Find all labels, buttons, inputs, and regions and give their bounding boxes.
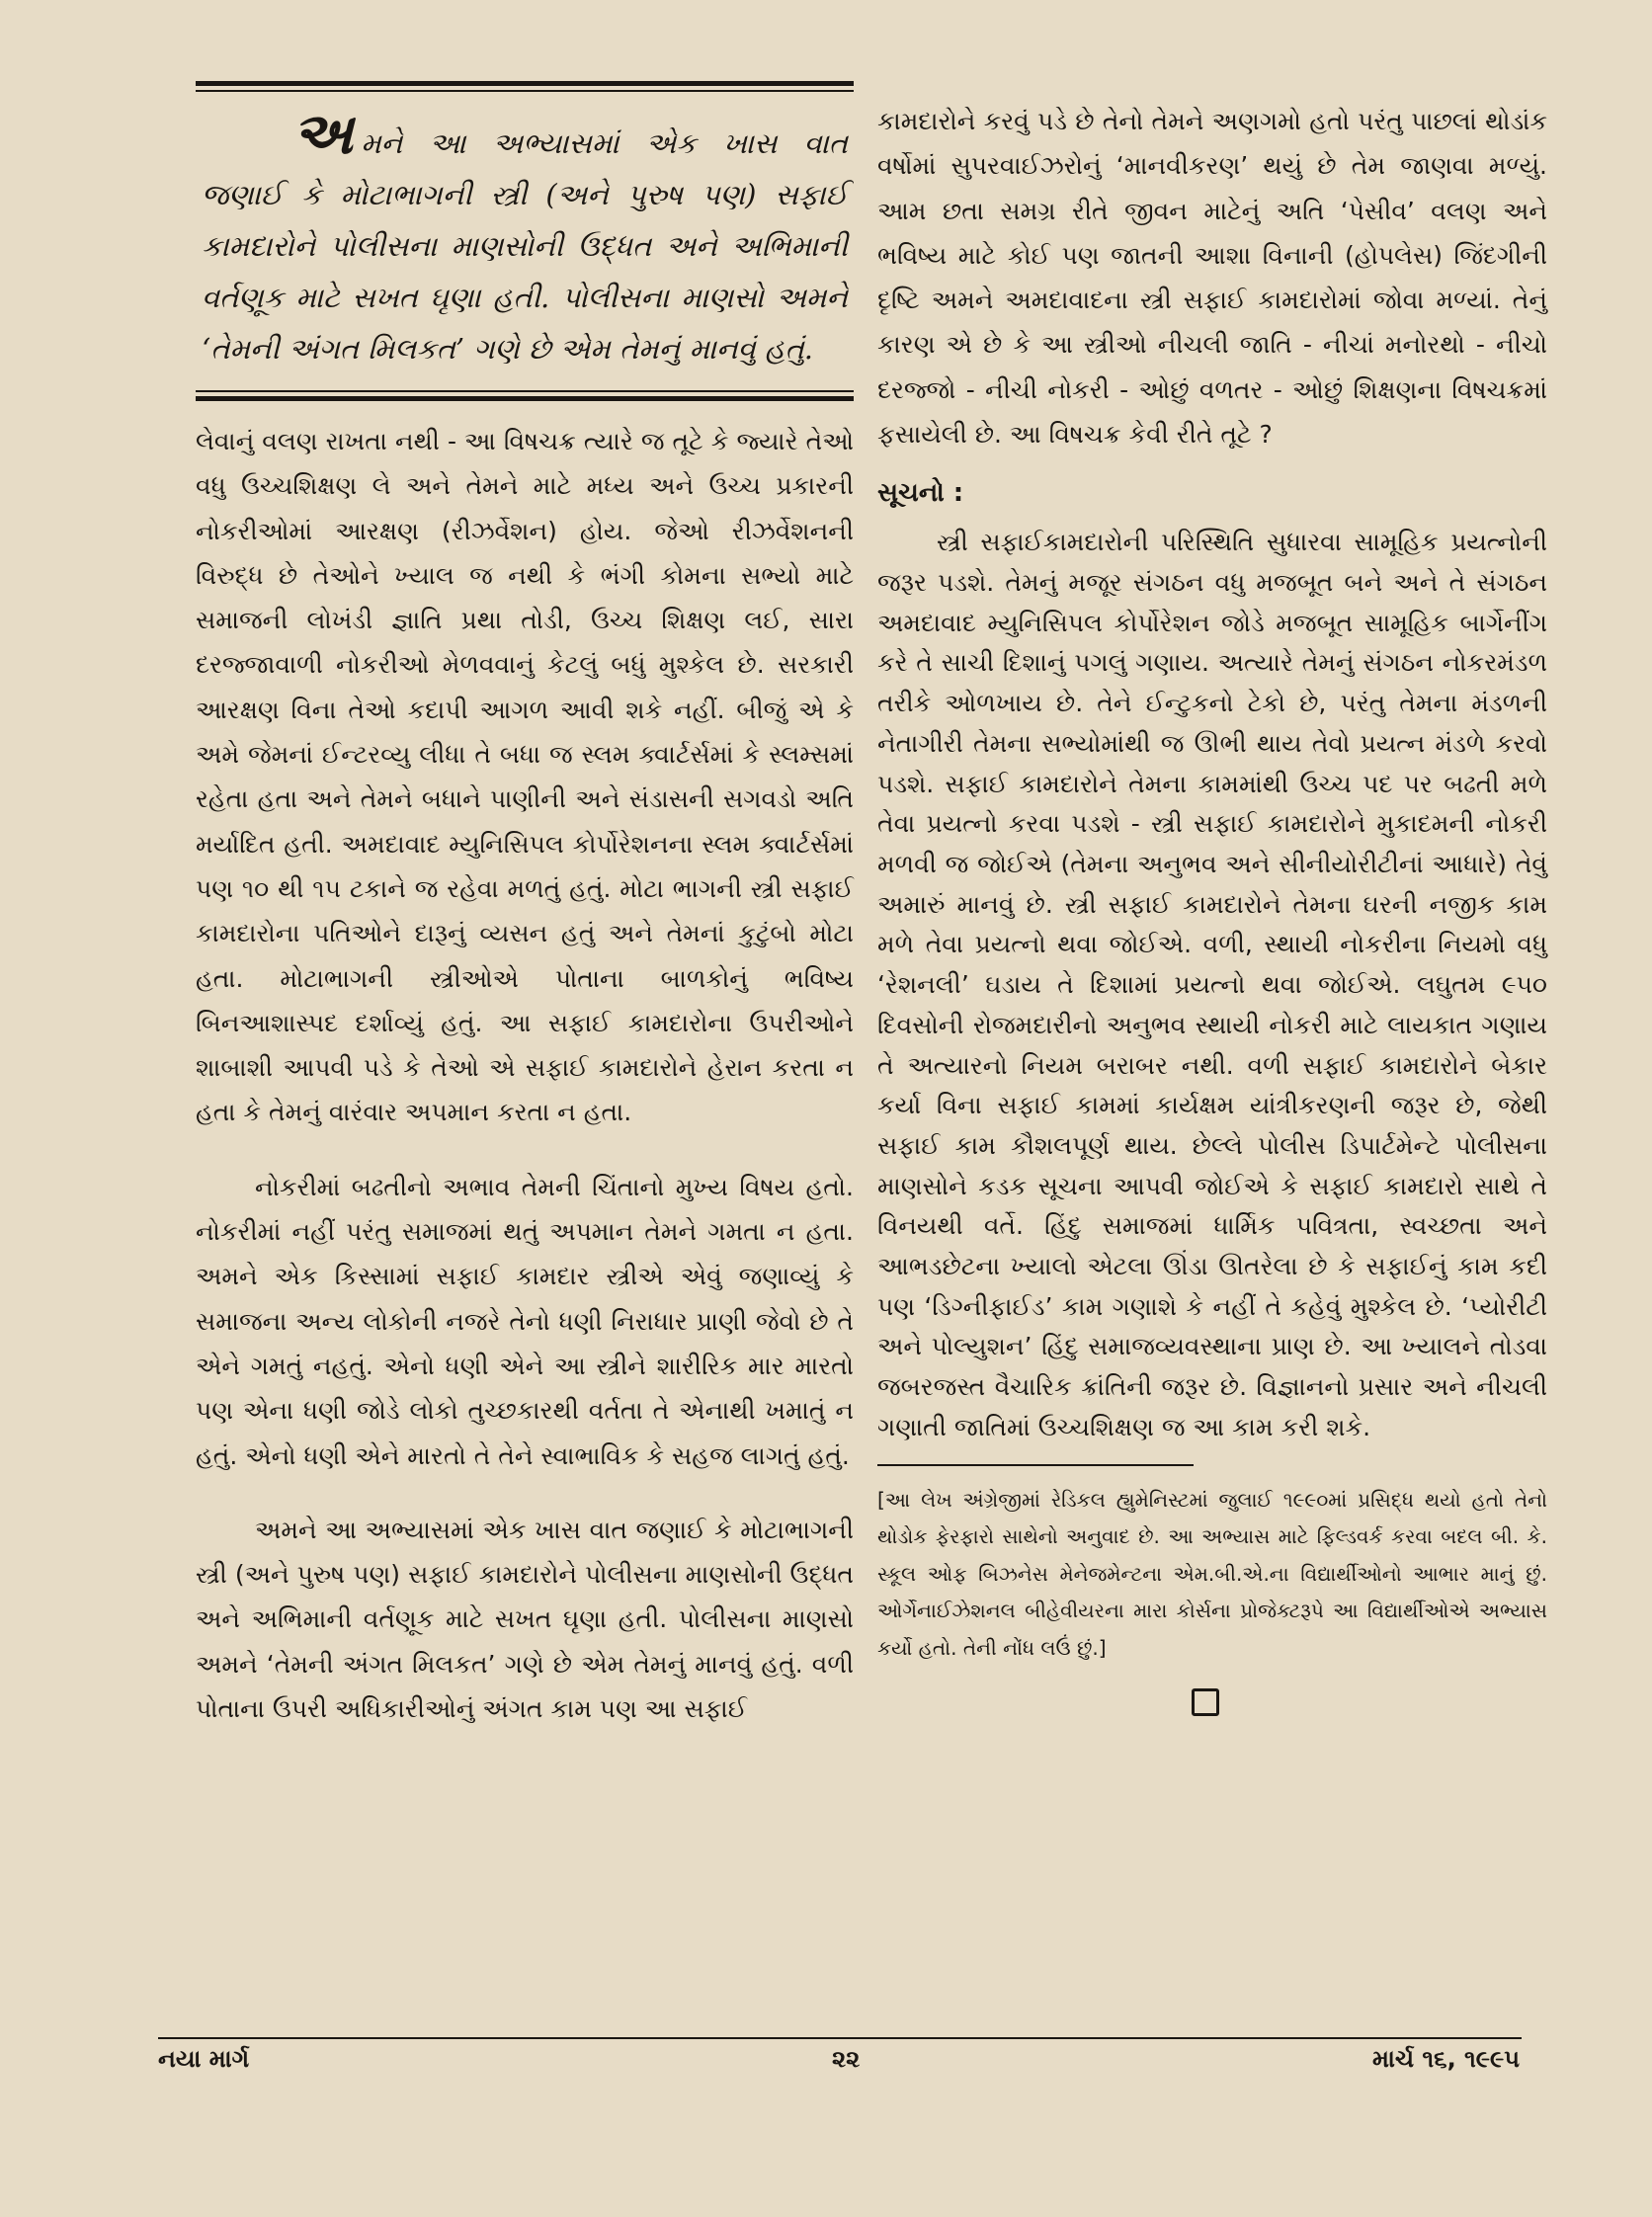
footer-page-number: ૨૨ <box>832 2045 861 2073</box>
pullquote-top-rule <box>196 81 854 86</box>
body-paragraph: સ્ત્રી સફાઈકામદારોની પરિસ્થિતિ સુધારવા સામૂહિક પ્રયત્નોની જરૂર પડશે. તેમનું મજૂર સંગઠન વધુ મજબૂત બને અને તે સંગઠન અમદાવાદ મ્યુનિસિપલ કોર્પોરેશન જોડે મજબૂત સામૂહિક બાર્ગેનીંગ કરે તે સાચી દિશાનું પગલું ગણાય. અત્યારે તેમનું સંગઠન નોકરમંડળ તરીકે ઓળખાય છે. તેને ઈન્ટુકનો ટેકો છે, પરંતુ તેમના મંડળની નેતાગીરી તેમના સભ્યોમાંથી જ ઊભી થાય તેવો પ્રયત્ન મંડળે કરવો પડશે. સફાઈ કામદારોને તેમના કામમાંથી ઉચ્ચ પદ પર બઢતી મળે તેવા પ્રયત્નો કરવા પડશે - સ્ત્રી સફાઈ કામદારોને મુકાદમની નોકરી મળવી જ જોઈએ (તેમના અનુભવ અને સીનીયોરીટીનાં આધારે) તેવું અમારું માનવું છે. સ્ત્રી સફાઈ કામદારોને તેમના ઘરની નજીક કામ મળે તેવા પ્રયત્નો થવા જોઈએ. વળી, સ્થાયી નોકરીના નિયમો વધુ ‘રેશનલી’ ઘડાય તે દિશામાં પ્રયત્નો થવા જોઈએ. લઘુતમ ૯૫૦ દિવસોની રોજમદારીનો અનુભવ સ્થાયી નોકરી માટે લાયકાત ગણાય તે અત્યારનો નિયમ બરાબર નથી. વળી સફાઈ કામદારોને બેકાર કર્યા વિના સફાઈ કામમાં કાર્યક્ષમ યાંત્રીકરણની જરૂર છે, જેથી સફાઈ કામ કૌશલપૂર્ણ થાય. છેલ્લે પોલીસ ડિપાર્ટમેન્ટે પોલીસના માણસોને કડક સૂચના આપવી જોઈએ કે સફાઈ કામદારો સાથે તે વિનયથી વર્તે. હિંદુ સમાજમાં ધાર્મિક પવિત્રતા, સ્વચ્છતા અને આભડછેટના ખ્યાલો એટલા ઊંડા ઊતરેલા છે કે સફાઈનું કામ કદી પણ ‘ડિગ્નીફાઈડ’ કામ ગણાશે કે નહીં તે કહેવું મુશ્કેલ છે. ‘પ્યોરીટી અને પોલ્યુશન’ હિંદુ સમાજવ્યવસ્થાના પ્રાણ છે. આ ખ્યાલને તોડવા જબરજસ્ત વૈચારિક ક્રાંતિની જરૂર છે. વિજ્ઞાનનો પ્રસાર અને નીચલી ગણાતી જાતિમાં ઉચ્ચશિક્ષણ જ આ કામ કરી શકે. <box>877 528 1547 1441</box>
pull-quote-text: મને આ અભ્યાસમાં એક ખાસ વાત જણાઈ કે મોટાભાગની સ્ત્રી (અને પુરુષ પણ) સફાઈ કામદારોને પોલીસના માણસોની ઉદ્ધત અને અભિમાની વર્તણૂક માટે સખત ઘૃણા હતી. પોલીસના માણસો અમને ‘તેમની અંગત મિલકત’ ગણે છે એમ તેમનું માનવું હતું. <box>202 126 848 366</box>
body-paragraph: અમને આ અભ્યાસમાં એક ખાસ વાત જણાઈ કે મોટાભાગની સ્ત્રી (અને પુરુષ પણ) સફાઈ કામદારોને પોલીસના માણસોની ઉદ્ધત અને અભિમાની વર્તણૂક માટે સખત ઘૃણા હતી. પોલીસના માણસો અમને ‘તેમની અંગત મિલકત’ ગણે છે એમ તેમનું માનવું હતું. વળી પોતાના ઉપરી અધિકારીઓનું અંગત કામ પણ આ સફાઈ <box>196 1515 854 1724</box>
author-note: [આ લેખ અંગ્રેજીમાં રેડિકલ હ્યુમેનિસ્ટમાં જુલાઈ ૧૯૯૦માં પ્રસિદ્ધ થયો હતો તેનો થોડોક ફેરફારો સાથેનો અનુવાદ છે. આ અભ્યાસ માટે ફિલ્ડવર્ક કરવા બદલ બી. કે. સ્કૂલ ઓફ બિઝનેસ મેનેજમેન્ટના એમ.બી.એ.ના વિદ્યાર્થીઓનો આભાર માનું છું. ઓર્ગેનાઈઝેશનલ બીહેવીયરના મારા કોર્સના પ્રોજેક્ટરૂપે આ વિદ્યાર્થીઓએ અભ્યાસ કર્યો હતો. તેની નોંધ લઉં છું.] <box>877 1487 1547 1660</box>
pullquote-bottom-rule-thin <box>196 390 854 392</box>
footer-publication: નયા માર્ગ <box>158 2045 250 2073</box>
body-paragraph: લેવાનું વલણ રાખતા નથી - આ વિષચક્ર ત્યારે જ તૂટે કે જ્યારે તેઓ વધુ ઉચ્ચશિક્ષણ લે અને તેમને માટે મધ્ય અને ઉચ્ચ પ્રકારની નોકરીઓમાં આરક્ષણ (રીઝર્વેશન) હોય. જેઓ રીઝર્વેશનની વિરુદ્ધ છે તેઓને ખ્યાલ જ નથી કે ભંગી કોમના સભ્યો માટે સમાજની લોખંડી જ્ઞાતિ પ્રથા તોડી, ઉચ્ચ શિક્ષણ લઈ, સારા દરજ્જાવાળી નોકરીઓ મેળવવાનું કેટલું બધું મુશ્કેલ છે. સરકારી આરક્ષણ વિના તેઓ કદાપી આગળ આવી શકે નહીં. બીજું એ કે અમે જેમનાં ઈન્ટરવ્યુ લીધા તે બધા જ સ્લમ ક્વાર્ટર્સમાં કે સ્લમ્સમાં રહેતા હતા અને તેમને બધાને પાણીની અને સંડાસની સગવડો અતિ મર્યાદિત હતી. અમદાવાદ મ્યુનિસિપલ કોર્પોરેશનના સ્લમ ક્વાર્ટર્સમાં પણ ૧૦ થી ૧૫ ટકાને જ રહેવા મળતું હતું. મોટા ભાગની સ્ત્રી સફાઈ કામદારોના પતિઓને દારૂનું વ્યસન હતું અને તેમનાં કુટુંબો મોટા હતા. મોટાભાગની સ્ત્રીઓએ પોતાના બાળકોનું ભવિષ્ય બિનઆશાસ્પદ દર્શાવ્યું હતું. આ સફાઈ કામદારોના ઉપરીઓને શાબાશી આપવી પડે કે તેઓ એ સફાઈ કામદારોને હેરાન કરતા ન હતા કે તેમનું વારંવાર અપમાન કરતા ન હતા. <box>196 427 854 1127</box>
note-divider <box>877 1464 1194 1466</box>
section-heading-suggestions: સૂચનો : <box>877 478 964 509</box>
pullquote-bottom-rule <box>196 396 854 401</box>
pull-quote <box>196 92 854 386</box>
end-of-article-mark <box>1192 1688 1219 1716</box>
right-column <box>877 99 1547 1716</box>
body-paragraph: નોકરીમાં બઢતીનો અભાવ તેમની ચિંતાનો મુખ્ય વિષય હતો. નોકરીમાં નહીં પરંતુ સમાજમાં થતું અપમાન તેમને ગમતા ન હતા. અમને એક કિસ્સામાં સફાઈ કામદાર સ્ત્રીએ એવું જણાવ્યું કે સમાજના અન્ય લોકોની નજરે તેનો ધણી નિરાધાર પ્રાણી જેવો છે તે એને ગમતું નહતું. એનો ધણી એને આ સ્ત્રીને શારીરિક માર મારતો પણ એના ધણી જોડે લોકો તુચ્છકારથી વર્તતા તે એનાથી ખમાતું ન હતું. એનો ધણી એને મારતો તે તેને સ્વાભાવિક કે સહજ લાગતું હતું. <box>196 1172 854 1470</box>
body-paragraph: કામદારોને કરવું પડે છે તેનો તેમને અણગમો હતો પરંતુ પાછલાં થોડાંક વર્ષોમાં સુપરવાઈઝરોનું ‘માનવીકરણ’ થયું છે તેમ જાણવા મળ્યું. આમ છતા સમગ્ર રીતે જીવન માટેનું અતિ ‘પેસીવ’ વલણ અને ભવિષ્ય માટે કોઈ પણ જાતની આશા વિનાની (હોપલેસ) જિંદગીની દૃષ્ટિ અમને અમદાવાદના સ્ત્રી સફાઈ કામદારોમાં જોવા મળ્યાં. તેનું કારણ એ છે કે આ સ્ત્રીઓ નીચલી જાતિ - નીચાં મનોરથો - નીચો દરજ્જો - નીચી નોકરી - ઓછું વળતર - ઓછું શિક્ષણના વિષચક્રમાં ફસાયેલી છે. આ વિષચક્ર કેવી રીતે તૂટે ? <box>877 107 1547 450</box>
footer-date: માર્ચ ૧૬, ૧૯૯૫ <box>1372 2045 1520 2073</box>
left-column <box>196 81 854 1731</box>
footer-rule <box>158 2037 1522 2039</box>
pull-quote-dropcap: અ <box>292 100 354 167</box>
